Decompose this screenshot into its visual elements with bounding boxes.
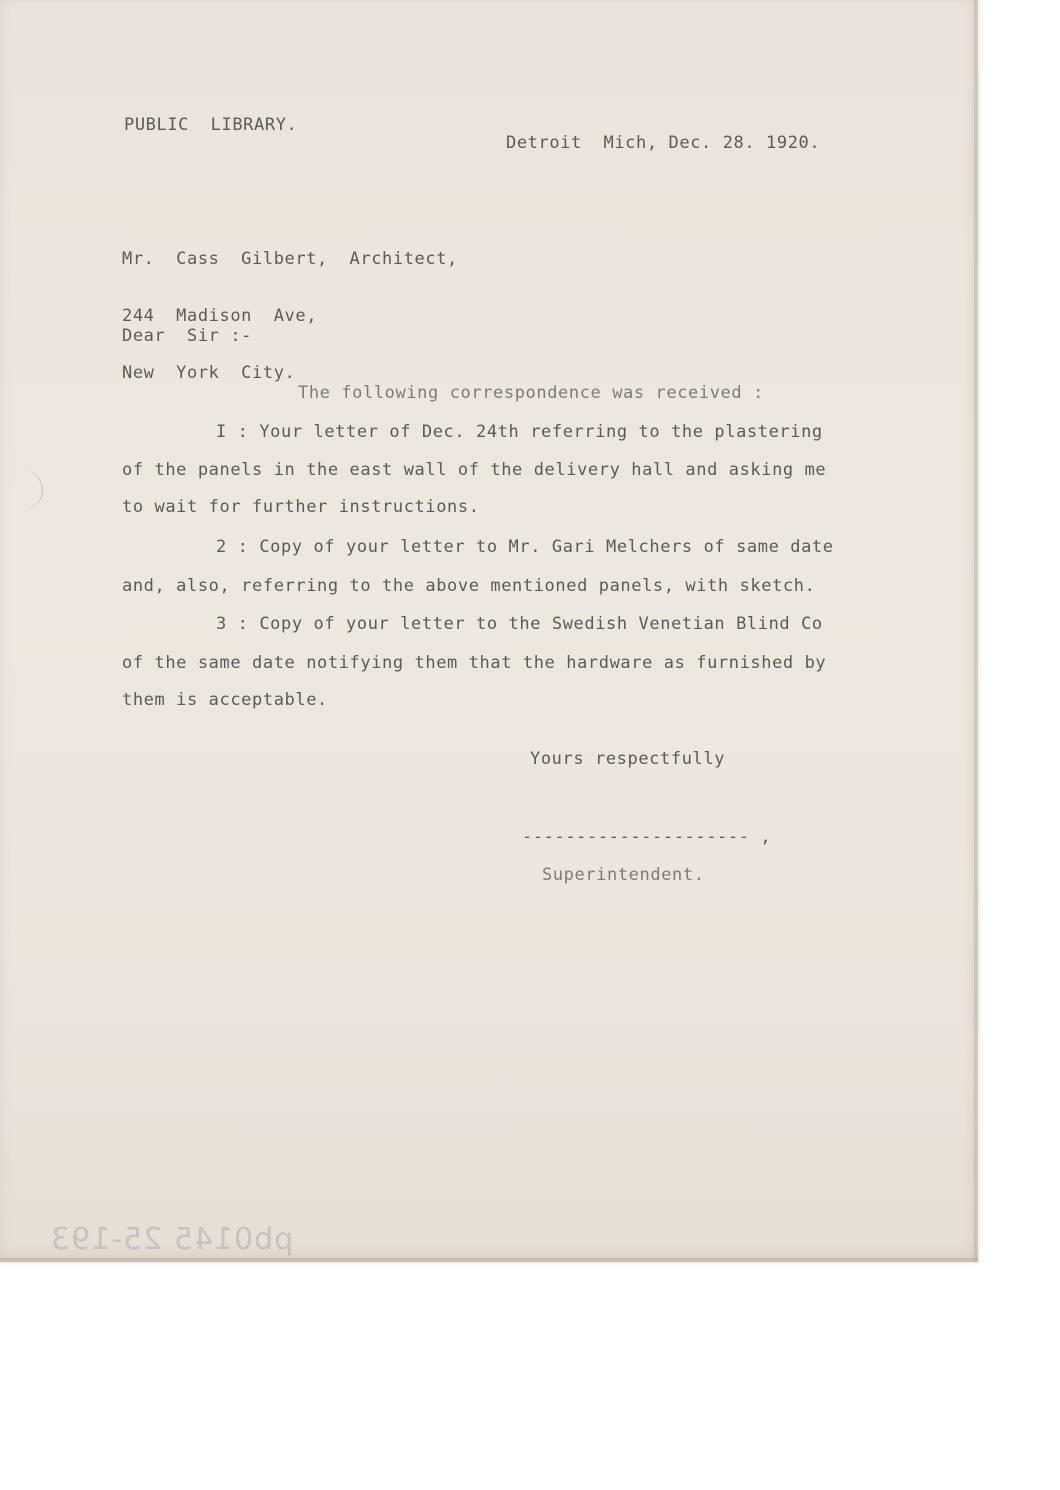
- paper-right-shadow: [974, 0, 982, 1262]
- addressee-name: Mr. Cass Gilbert, Architect,: [122, 249, 458, 269]
- item1-line1: I : Your letter of Dec. 24th referring to the plastering: [216, 422, 823, 442]
- item2-line2: and, also, referring to the above mentioned panels, with sketch.: [122, 576, 816, 596]
- closing: Yours respectfully: [530, 749, 726, 769]
- item3-line3: them is acceptable.: [122, 690, 328, 710]
- item3-line1: 3 : Copy of your letter to the Swedish Venetian Blind Co: [216, 614, 823, 634]
- item3-line2: of the same date notifying them that the hardware as furnished by: [122, 653, 827, 673]
- item1-line2: of the panels in the east wall of the delivery hall and asking me: [122, 460, 827, 480]
- item2-line1: 2 : Copy of your letter to Mr. Gari Melchers of same date: [216, 537, 834, 557]
- addressee-street: 244 Madison Ave,: [122, 306, 318, 326]
- dateline: Detroit Mich, Dec. 28. 1920.: [506, 133, 821, 153]
- signature-title: Superintendent.: [542, 865, 705, 885]
- addressee-city: New York City.: [122, 363, 296, 383]
- paper-crease: [14, 470, 43, 510]
- letterhead: PUBLIC LIBRARY.: [124, 115, 298, 135]
- archive-mark: pb0145 25-193: [50, 1222, 294, 1257]
- item1-line3: to wait for further instructions.: [122, 497, 480, 517]
- signature-line: --------------------- ,: [522, 827, 772, 847]
- paper-bottom-shadow: [0, 1258, 978, 1266]
- body-intro: The following correspondence was received :: [298, 383, 764, 403]
- salutation: Dear Sir :-: [122, 326, 253, 346]
